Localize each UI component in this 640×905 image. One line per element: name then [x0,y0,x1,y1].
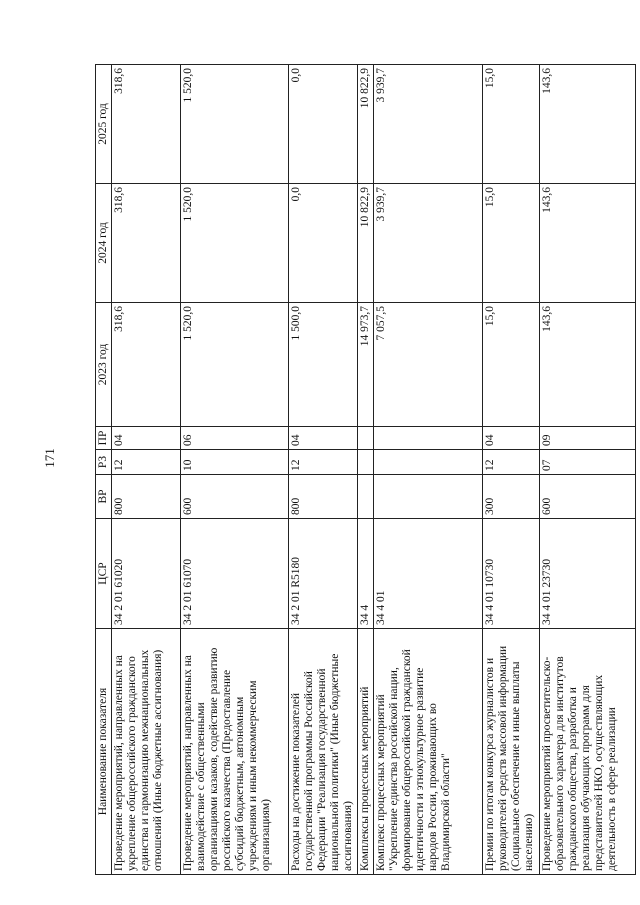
row-pr: 04 [289,427,358,450]
header-csr: ЦСР [96,519,112,629]
row-2024: 15,0 [483,184,540,303]
row-2025: 15,0 [483,65,540,184]
row-name: Премии по итогам конкурса журналистов и руководителей средств массовой информации (Социальное обеспечение и иные выплаты населению) [483,629,540,875]
row-rz [358,450,374,475]
row-2023: 1 520,0 [181,303,289,427]
row-name: Проведение мероприятий, направленных на взаимодействие с общественными организациями казаков, содействие развитию российского казачества (Предоставление субсидий бюджетным, автономным учреждениям и иным некоммерческим организациям) [181,629,289,875]
row-pr: 04 [112,427,181,450]
row-pr: 09 [540,427,636,450]
row-pr: 04 [483,427,540,450]
table-row [374,65,483,875]
table-row [540,65,636,875]
row-name: Расходы на достижение показателей государственной программы Российской Федерации "Реализация государственной национальной политики" (Иные бюджетные ассигнования) [289,629,358,875]
table-header-row [96,65,112,875]
row-2024: 143,6 [540,184,636,303]
row-name: Проведение мероприятий просветительско-образовательного характера для институтов гражданского общества, разработка и реализация обучающих программ для представителей НКО, осуществляющих деятельность в сфере реализации [540,629,636,875]
row-2024: 318,6 [112,184,181,303]
row-vr [374,475,483,519]
row-rz: 12 [289,450,358,475]
row-2025: 3 939,7 [374,65,483,184]
table-row [483,65,540,875]
table-row [112,65,181,875]
row-2024: 3 939,7 [374,184,483,303]
header-2025: 2025 год [96,65,112,184]
row-2024: 10 822,9 [358,184,374,303]
row-name: Комплекс процессных мероприятий "Укрепление единства российской нации, формирование общероссийской гражданской идентичности и этнокультурное развитие народов России, проживающих во Владимирской области" [374,629,483,875]
row-2023: 15,0 [483,303,540,427]
row-name: Комплексы процессных мероприятий [358,629,374,875]
row-pr [358,427,374,450]
row-vr: 800 [112,475,181,519]
row-csr: 34 4 01 10730 [483,519,540,629]
row-csr: 34 2 01 61070 [181,519,289,629]
row-rz: 12 [112,450,181,475]
row-vr: 300 [483,475,540,519]
row-pr: 06 [181,427,289,450]
row-csr: 34 2 01 61020 [112,519,181,629]
row-vr [358,475,374,519]
row-vr: 600 [181,475,289,519]
row-2024: 1 520,0 [181,184,289,303]
row-2025: 0,0 [289,65,358,184]
header-name: Наименование показателя [96,629,112,875]
header-2024: 2024 год [96,184,112,303]
header-vr: ВР [96,475,112,519]
row-csr: 34 2 01 R5180 [289,519,358,629]
row-2023: 1 500,0 [289,303,358,427]
row-vr: 600 [540,475,636,519]
row-csr: 34 4 01 23730 [540,519,636,629]
table-row [181,65,289,875]
row-rz [374,450,483,475]
row-csr: 34 4 01 [374,519,483,629]
row-2025: 10 822,9 [358,65,374,184]
row-rz: 12 [483,450,540,475]
row-2023: 14 973,7 [358,303,374,427]
row-csr: 34 4 [358,519,374,629]
row-2025: 143,6 [540,65,636,184]
header-rz: РЗ [96,450,112,475]
rotated-table-container [95,65,620,875]
row-vr: 800 [289,475,358,519]
header-2023: 2023 год [96,303,112,427]
page-number: 171 [42,448,57,468]
budget-table [95,64,636,875]
row-2025: 318,6 [112,65,181,184]
row-2024: 0,0 [289,184,358,303]
row-2025: 1 520,0 [181,65,289,184]
row-name: Проведение мероприятий, направленных на укрепление общероссийского гражданского единства и гармонизацию межнациональных отношений (Иные бюджетные ассигнования) [112,629,181,875]
table-row [289,65,358,875]
header-pr: ПР [96,427,112,450]
row-rz: 07 [540,450,636,475]
row-2023: 318,6 [112,303,181,427]
row-pr [374,427,483,450]
row-rz: 10 [181,450,289,475]
row-2023: 143,6 [540,303,636,427]
table-row [358,65,374,875]
row-2023: 7 057,5 [374,303,483,427]
